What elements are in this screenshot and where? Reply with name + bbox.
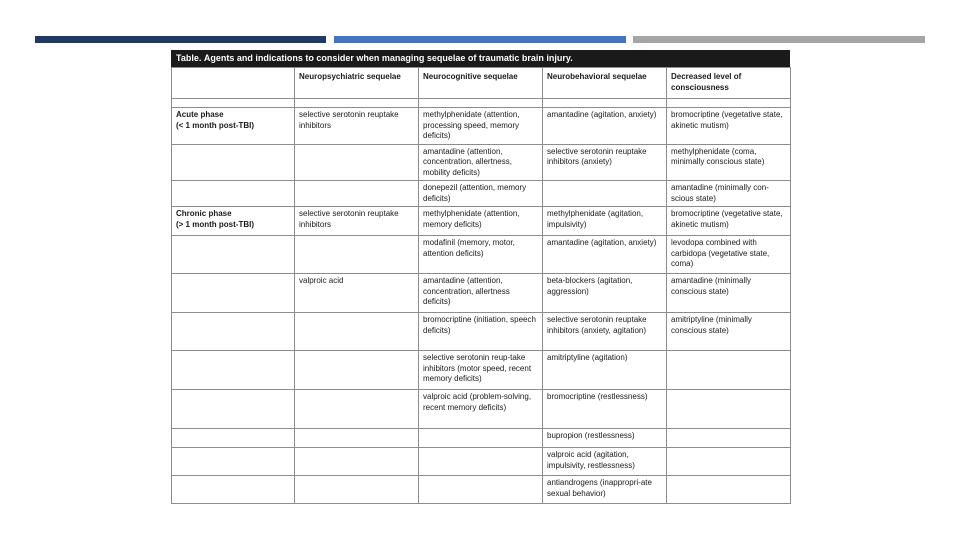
table-cell <box>295 429 419 448</box>
table-cell: amantadine (attention, concentration, allertness, mobility deficits) <box>419 144 543 181</box>
phase-label: Acute phase (< 1 month post-TBI) <box>172 108 295 145</box>
table-cell: selective serotonin reup-take inhibitors (motor speed, recent memory deficits) <box>419 351 543 390</box>
table-row <box>172 274 791 313</box>
table-cell: antiandrogens (inappropri-ate sexual behavior) <box>543 476 667 504</box>
table-cell <box>295 448 419 476</box>
table-cell: valproic acid <box>295 274 419 313</box>
table-row <box>172 351 791 390</box>
table-cell: bromocriptine (vegetative state, akinetic mutism) <box>667 108 791 145</box>
table-cell <box>172 476 295 504</box>
table-row <box>172 448 791 476</box>
table-cell: amantadine (attention, concentration, allertness deficits) <box>419 274 543 313</box>
table-cell: amantadine (minimally conscious state) <box>667 274 791 313</box>
table-cell <box>172 274 295 313</box>
table-cell <box>543 181 667 207</box>
table-cell <box>667 351 791 390</box>
spacer-cell <box>667 99 791 108</box>
table-cell <box>667 448 791 476</box>
table-caption-text: Agents and indications to consider when managing sequelae of traumatic brain injury. <box>203 53 573 63</box>
sequelae-table <box>171 67 791 504</box>
table-cell: amitriptyline (agitation) <box>543 351 667 390</box>
phase-label: Chronic phase (> 1 month post-TBI) <box>172 207 295 236</box>
table-row <box>172 181 791 207</box>
table-cell <box>295 476 419 504</box>
table-row <box>172 236 791 274</box>
table-cell: amantadine (agitation, anxiety) <box>543 236 667 274</box>
table-cell <box>172 448 295 476</box>
table-cell <box>172 351 295 390</box>
table-cell <box>172 390 295 429</box>
table-cell <box>419 448 543 476</box>
table-cell: modafinil (memory, motor, attention deficits) <box>419 236 543 274</box>
table-cell: selective serotonin reuptake inhibitors <box>295 108 419 145</box>
table-cell: valproic acid (agitation, impulsivity, restlessness) <box>543 448 667 476</box>
table-cell <box>295 144 419 181</box>
table-row <box>172 313 791 351</box>
table-caption-label: Table. <box>176 53 202 63</box>
accent-bar-gray <box>633 36 925 43</box>
column-header: Neurobehavioral sequelae <box>543 68 667 99</box>
spacer-cell <box>419 99 543 108</box>
table-cell <box>667 429 791 448</box>
table-cell <box>419 476 543 504</box>
table-cell <box>667 476 791 504</box>
table-cell <box>295 390 419 429</box>
table-cell <box>172 181 295 207</box>
table-cell: bromocriptine (restlessness) <box>543 390 667 429</box>
table-cell <box>172 313 295 351</box>
table-caption <box>171 50 790 67</box>
table-cell: selective serotonin reuptake inhibitors (anxiety) <box>543 144 667 181</box>
table-cell: bromocriptine (vegetative state, akinetic mutism) <box>667 207 791 236</box>
table-cell: methylphenidate (attention, processing speed, memory deficits) <box>419 108 543 145</box>
table-cell: selective serotonin reuptake inhibitors (anxiety, agitation) <box>543 313 667 351</box>
table-row <box>172 476 791 504</box>
column-header: Neurocognitive sequelae <box>419 68 543 99</box>
table-cell <box>419 429 543 448</box>
table-cell: levodopa combined with carbidopa (vegetative state, coma) <box>667 236 791 274</box>
table-cell: methylphenidate (agitation, impulsivity) <box>543 207 667 236</box>
spacer-cell <box>295 99 419 108</box>
table-cell: bupropion (restlessness) <box>543 429 667 448</box>
table-cell: beta-blockers (agitation, aggression) <box>543 274 667 313</box>
table-cell: donepezil (attention, memory deficits) <box>419 181 543 207</box>
table-cell: methylphenidate (coma, minimally conscious state) <box>667 144 791 181</box>
table-row <box>172 144 791 181</box>
accent-bar-navy <box>35 36 326 43</box>
sequelae-table-figure <box>171 50 790 504</box>
table-cell <box>295 236 419 274</box>
table-cell <box>295 181 419 207</box>
column-header <box>172 68 295 99</box>
table-cell <box>295 351 419 390</box>
table-row <box>172 390 791 429</box>
column-header: Decreased level of consciousness <box>667 68 791 99</box>
table-cell <box>172 144 295 181</box>
spacer-cell <box>172 99 295 108</box>
column-header: Neuropsychiatric sequelae <box>295 68 419 99</box>
table-header-row <box>172 68 791 99</box>
table-cell: bromocriptine (initiation, speech deficits) <box>419 313 543 351</box>
table-cell: selective serotonin reuptake inhibitors <box>295 207 419 236</box>
table-cell <box>172 429 295 448</box>
table-cell <box>667 390 791 429</box>
table-row <box>172 207 791 236</box>
table-cell: amantadine (agitation, anxiety) <box>543 108 667 145</box>
spacer-cell <box>543 99 667 108</box>
table-cell: valproic acid (problem-solving, recent memory deficits) <box>419 390 543 429</box>
accent-bar-blue <box>334 36 626 43</box>
table-cell: amitriptyline (minimally conscious state) <box>667 313 791 351</box>
table-cell <box>172 236 295 274</box>
table-row <box>172 429 791 448</box>
table-spacer-row <box>172 99 791 108</box>
table-cell: amantadine (minimally con-scious state) <box>667 181 791 207</box>
table-row <box>172 108 791 145</box>
table-cell: methylphenidate (attention, memory deficits) <box>419 207 543 236</box>
table-cell <box>295 313 419 351</box>
